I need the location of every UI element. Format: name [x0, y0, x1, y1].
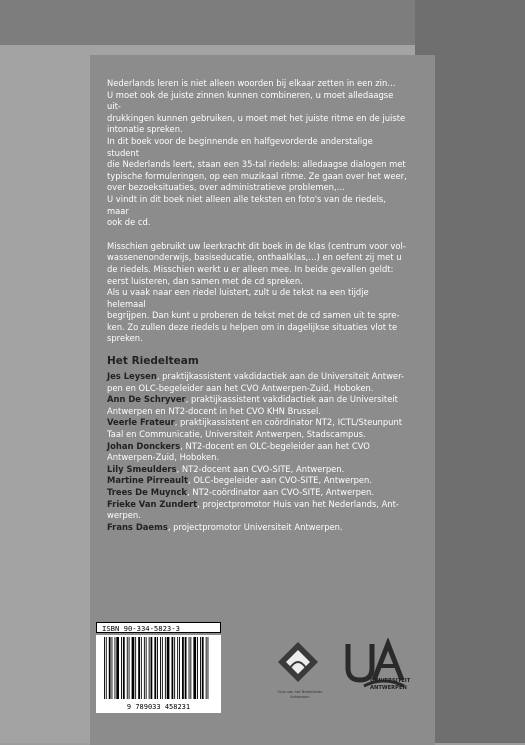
barcode-block — [96, 622, 221, 724]
team-member — [107, 499, 407, 522]
isbn-label: ISBN 90-334-5823-3 — [96, 622, 221, 633]
team-member — [107, 487, 407, 499]
team-member-description: , NT2-coördinator aan CVO-SITE, Antwerpen. — [186, 487, 375, 497]
blurb-text — [107, 78, 407, 533]
barcode-digits: 9 789033 458231 — [96, 702, 221, 713]
barcode-bars — [96, 635, 221, 702]
team-member-name: Frans Daems — [107, 521, 168, 532]
team-member-name: Johan Donckers — [107, 440, 181, 451]
team-member-description: , NT2-docent aan CVO-SITE, Antwerpen. — [176, 463, 345, 474]
team-member-name: Ann De Schryver — [107, 394, 186, 405]
team-member — [107, 522, 407, 534]
huis-logo-text: Huis van het Nederlands Antwerpen — [277, 690, 323, 699]
team-member-name: Veerle Frateur — [107, 417, 175, 428]
team-member-name: Lily Smeulders — [107, 463, 177, 474]
team-member-description: , projectpromotor Universiteit Antwerpen. — [167, 521, 343, 532]
blurb-paragraph-1: Nederlands leren is niet alleen woorden bij elkaar zetten in een zin… U moet ook de juiste zinnen kunnen combineren, u moet alledaagse uit- drukkingen kunnen gebruiken, u moet met het juiste ritme en de juiste intonatie spreken. In dit boek voor de beginnende en halfgevorderde anderstalige student die Nederlands leert, staan een 35-tal riedels: alledaagse dialogen met typische formuleringen, op een muzikaal ritme. Ze gaan over het weer, over bezoeksituaties, over administratieve problemen,… U vindt in dit boek niet alleen alle teksten en foto's van de riedels, maar ook de cd. — [107, 78, 407, 228]
team-member-name: Martine Pirreault — [107, 475, 188, 486]
team-member-name: Frieke Van Zundert — [107, 498, 198, 509]
team-list — [107, 371, 407, 533]
barcode — [96, 635, 221, 713]
team-member — [107, 371, 407, 394]
team-member — [107, 441, 407, 464]
team-member-description: , NT2-docent en OLC-begeleider aan het CVO Antwerpen-Zuid, Hoboken. — [107, 440, 370, 463]
team-member-description: , praktijkassistent en coördinator NT2, ICTL/Steunpunt Taal en Communicatie, Universiteit Antwerpen, Stadscampus. — [107, 417, 403, 440]
team-member-description: , praktijkassistent vakdidactiek aan de Universiteit Antwer- pen en OLC-begeleider aan het CVO Antwerpen-Zuid, Hoboken. — [107, 371, 405, 393]
team-member-description: , OLC-begeleider aan CVO-SITE, Antwerpen. — [188, 475, 373, 486]
blurb-paragraph-2: Misschien gebruikt uw leerkracht dit boek in de klas (centrum voor vol- wassenenonderwijs, basiseducatie, onthaalklas,…) en oefent zij met u de riedels. Misschien werkt u er alleen mee. In beide gevallen geldt: eerst luisteren, dan samen met de cd spreken. Als u vaak naar een riedel luistert, zult u de tekst na een tijdje helemaal begrijpen. Dan kunt u proberen de tekst met de cd samen uit te spre- ken. Zo zullen deze riedels u helpen om in dagelijkse situaties vlot te spreken. — [107, 240, 406, 344]
team-member-name: Trees De Muynck — [107, 487, 187, 497]
team-member — [107, 394, 407, 417]
team-member-description: , praktijkassistent vakdidactiek aan de Universiteit Antwerpen en NT2-docent in het CVO KHN Brussel. — [107, 394, 398, 416]
team-heading: Het Riedelteam — [107, 355, 199, 368]
university-name: UNIVERSITEIT ANTWERPEN — [370, 678, 411, 691]
team-member-name: Jes Leysen — [107, 371, 157, 382]
team-member — [107, 464, 407, 476]
team-member — [107, 475, 407, 487]
team-member — [107, 417, 407, 440]
team-member-description: , projectpromotor Huis van het Nederlands, Ant- werpen. — [107, 498, 399, 521]
